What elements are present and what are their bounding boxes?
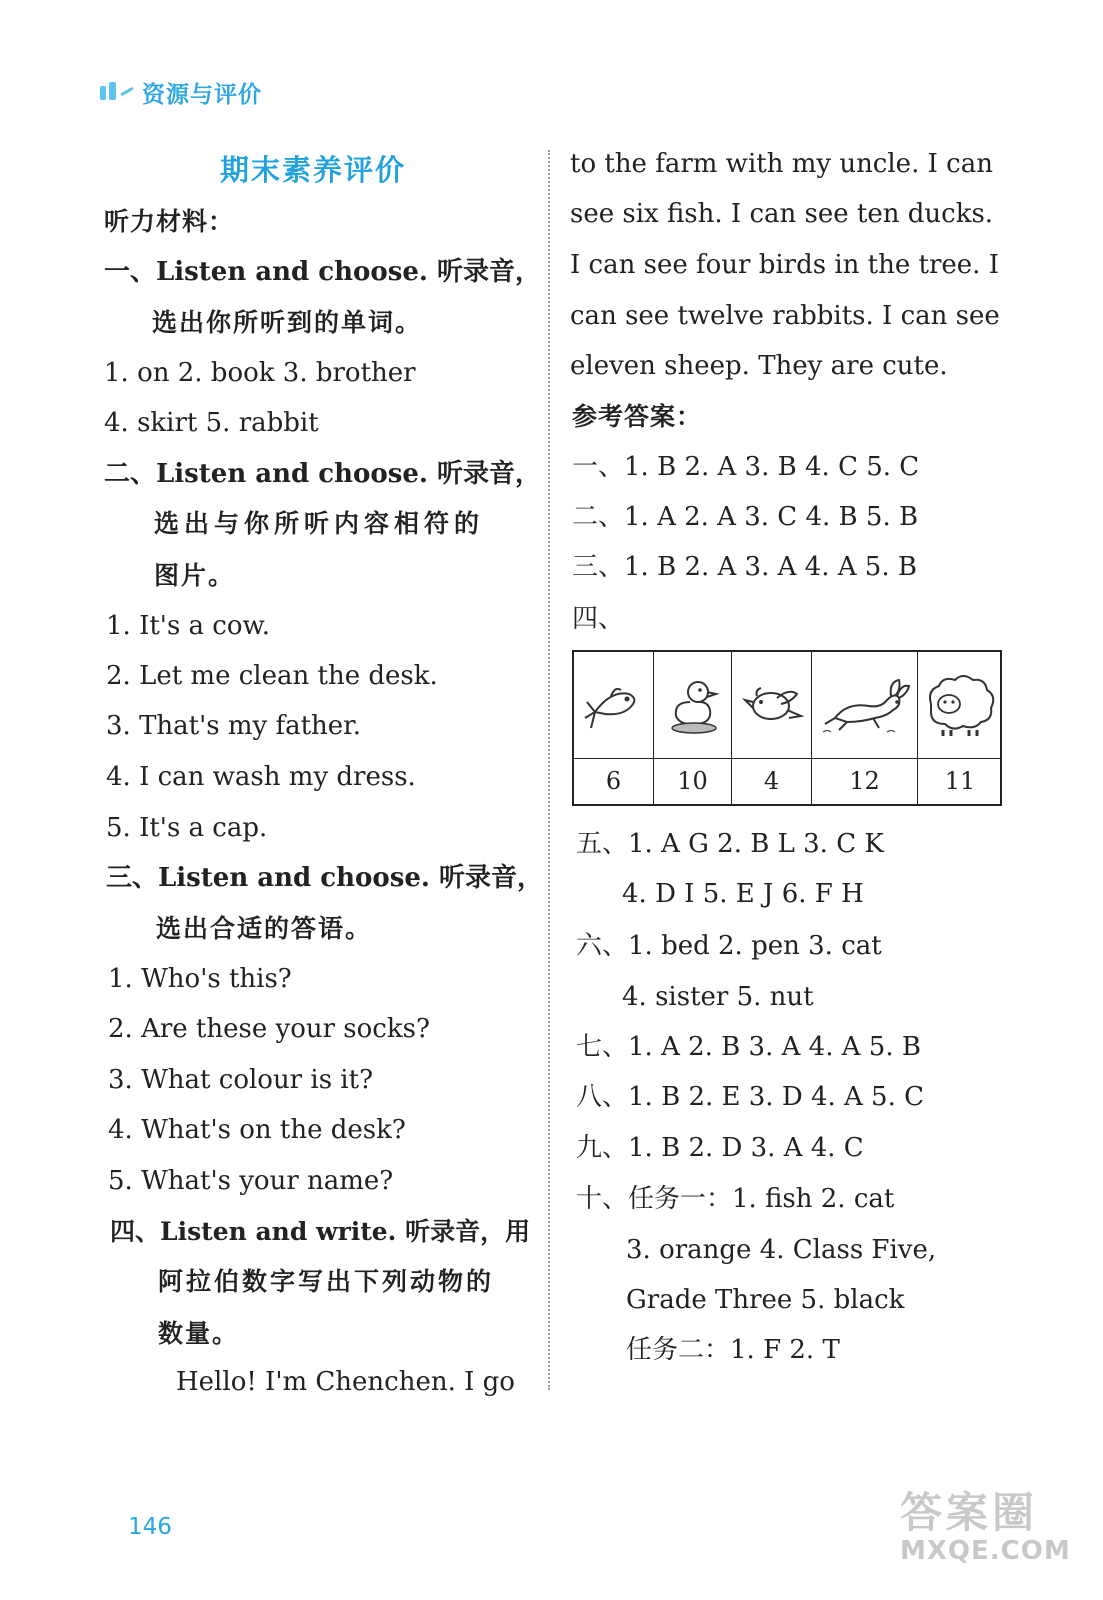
answers-label: 参考答案： bbox=[572, 402, 703, 431]
text-line: 2. Let me clean the desk. bbox=[106, 661, 438, 691]
question-instruction: 选出与你所听内容相符的 bbox=[154, 509, 485, 538]
section-header bbox=[100, 76, 262, 109]
answer-line: 二、1. A 2. A 3. C 4. B 5. B bbox=[572, 502, 919, 532]
text-line: 5. What's your name? bbox=[108, 1166, 394, 1196]
text-line: 1. Who's this? bbox=[108, 964, 292, 994]
question-instruction: 选出合适的答语。 bbox=[156, 914, 373, 943]
answer-line: 八、1. B 2. E 3. D 4. A 5. C bbox=[576, 1082, 925, 1112]
answer-line: 四、 bbox=[572, 604, 625, 634]
brand-mark-icon bbox=[100, 80, 138, 106]
question-instruction: 阿拉伯数字写出下列动物的 bbox=[158, 1267, 495, 1296]
question-heading-2: 二、Listen and choose. 听录音， bbox=[104, 459, 541, 489]
text-line: 3. What colour is it? bbox=[108, 1065, 374, 1095]
answer-line: 4. sister 5. nut bbox=[622, 982, 814, 1012]
question-heading-3: 三、Listen and choose. 听录音， bbox=[106, 863, 543, 893]
table-cell bbox=[574, 652, 654, 804]
count-value: 4 bbox=[763, 767, 780, 795]
text-line: 4. skirt 5. rabbit bbox=[104, 408, 319, 438]
passage-line: to the farm with my uncle. I can bbox=[570, 149, 993, 179]
passage-line: can see twelve rabbits. I can see bbox=[570, 301, 1000, 331]
answer-line: 一、1. B 2. A 3. B 4. C 5. C bbox=[572, 452, 920, 482]
count-value: 12 bbox=[849, 767, 880, 795]
text-line: 2. Are these your socks? bbox=[108, 1014, 430, 1044]
rabbit-icon bbox=[812, 652, 917, 759]
answer-line: 六、1. bed 2. pen 3. cat bbox=[576, 931, 882, 961]
section-title: 资源与评价 bbox=[142, 82, 262, 108]
watermark-url: MXQE.COM bbox=[900, 1536, 1071, 1566]
watermark bbox=[900, 1480, 1071, 1566]
text-line: 5. It's a cap. bbox=[106, 813, 268, 843]
table-cell bbox=[812, 652, 918, 804]
text-line: 1. on 2. book 3. brother bbox=[104, 358, 416, 388]
animal-count-table bbox=[572, 650, 1002, 806]
duck-icon bbox=[654, 652, 731, 759]
answer-line: 4. D I 5. E J 6. F H bbox=[622, 879, 864, 909]
answer-line: 五、1. A G 2. B L 3. C K bbox=[576, 829, 884, 859]
count-value: 10 bbox=[677, 767, 708, 795]
sheep-icon bbox=[918, 652, 1002, 759]
passage-line: Hello! I'm Chenchen. I go bbox=[176, 1367, 515, 1397]
answer-line: 九、1. B 2. D 3. A 4. C bbox=[576, 1133, 864, 1163]
passage-line: I can see four birds in the tree. I bbox=[570, 250, 999, 280]
materials-label: 听力材料： bbox=[104, 207, 235, 236]
passage-line: see six fish. I can see ten ducks. bbox=[570, 199, 994, 229]
count-value: 11 bbox=[944, 767, 976, 795]
fish-icon bbox=[574, 652, 653, 759]
bird-icon bbox=[732, 652, 811, 759]
text-line: 3. That's my father. bbox=[106, 711, 362, 741]
text-line: 4. I can wash my dress. bbox=[106, 762, 416, 792]
answer-line: 任务二：1. F 2. T bbox=[626, 1335, 840, 1365]
question-heading-1: 一、Listen and choose. 听录音， bbox=[104, 257, 541, 287]
table-cell bbox=[732, 652, 812, 804]
text-line: 4. What's on the desk? bbox=[108, 1115, 406, 1145]
question-heading-4: 四、Listen and write. 听录音，用 bbox=[110, 1217, 531, 1246]
count-value: 6 bbox=[605, 767, 622, 795]
watermark-logo-text: 答案圈 bbox=[900, 1488, 1039, 1537]
passage-line: eleven sheep. They are cute. bbox=[570, 351, 948, 381]
question-instruction: 数量。 bbox=[158, 1319, 240, 1348]
page-number: 146 bbox=[128, 1514, 172, 1540]
answer-line: 七、1. A 2. B 3. A 4. A 5. B bbox=[576, 1032, 921, 1062]
table-cell bbox=[654, 652, 732, 804]
text-line: 1. It's a cow. bbox=[106, 611, 270, 641]
answer-line: 三、1. B 2. A 3. A 4. A 5. B bbox=[572, 552, 917, 582]
question-instruction: 选出你所听到的单词。 bbox=[152, 308, 423, 337]
question-instruction: 图片。 bbox=[154, 561, 236, 590]
table-cell bbox=[918, 652, 1002, 804]
answer-line: 十、任务一：1. fish 2. cat bbox=[576, 1184, 895, 1214]
answer-line: 3. orange 4. Class Five, bbox=[626, 1235, 937, 1265]
page-title: 期末素养评价 bbox=[219, 153, 406, 187]
column-divider bbox=[548, 150, 550, 1390]
answer-line: Grade Three 5. black bbox=[626, 1285, 905, 1315]
